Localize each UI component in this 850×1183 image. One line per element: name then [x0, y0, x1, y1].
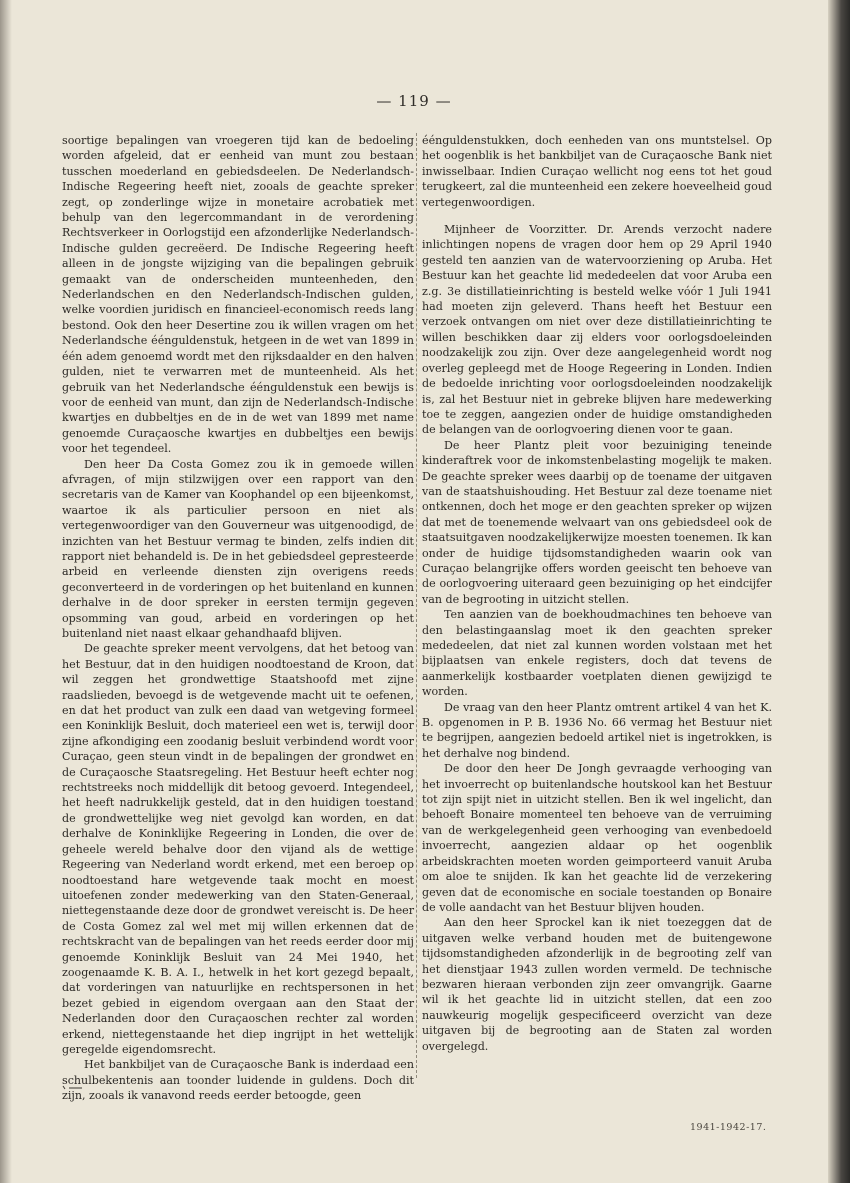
paragraph: Ten aanzien van de boekhoudmachines ten behoeve van den belastingaanslag moet ik den geachten spreker mededeelen, dat niet zal kunnen worden volstaan met het bijplaatsen van enkele registers, doch dat tevens de aanmerkelijk kostbaarder voetplaten dienen gewijzigd te worden. [422, 608, 772, 699]
scanner-edge [828, 0, 850, 1183]
paragraph: soortige bepalingen van vroegeren tijd kan de bedoeling worden afgeleid, dat er eenheid van munt zou bestaan tusschen moederland en gebiedsdeelen. De Nederlandsch-Indische Regeering heeft niet, zooals de geachte spreker zegt, op zonderlinge wijze in monetaire acrobatiek met behulp van den legercommandant in de verordening Rechtsverkeer in Oorlogstijd een afzonderlijke Nederlandsch-Indische gulden gecreëerd. De Indische Regeering heeft alleen in de jongste wijziging van die bepalingen gebruik gemaakt van de onderscheiden munteenheden, den Nederlandschen en den Nederlandsch-Indischen gulden, welke voordien juridisch en financieel-economisch reeds lang bestond. Ook den heer Desertine zou ik willen vragen om het Nederlandsche éénguldenstuk, hetgeen in de wet van 1899 in één adem genoemd wordt met den rijksdaalder en den halven gulden, niet te verwarren met de munteenheid. Als het gebruik van het Nederlandsche éénguldenstuk een bewijs is voor de eenheid van munt, dan zijn de Nederlandsch-Indische kwartjes en dubbeltjes en de in de wet van 1899 met name genoemde Curaçaosche kwartjes en dubbeltjes een bewijs voor het tegendeel. [62, 134, 414, 456]
paragraph: De geachte spreker meent vervolgens, dat het betoog van het Bestuur, dat in den huidigen noodtoestand de Kroon, dat wil zeggen het grondwettige Staatshoofd met zijne raadslieden, bevoegd is de wetgevende macht uit te oefenen, en dat het product van zulk een daad van wetgeving formeel een Koninklijk Besluit, doch materieel een wet is, terwijl door zijne afkondiging een zoodanig besluit verbindend wordt voor Curaçao, geen steun vindt in de bepalingen der grondwet en de Curaçaosche Staatsregeling. Het Bestuur heeft echter nog rechtstreeks noch middellijk dit betoog gevoerd. Integendeel, het heeft nadrukkelijk gesteld, dat in den huidigen toestand de grondwettelijke weg niet gevolgd kan worden, en dat derhalve de Koninklijke Regeering in Londen, die over de geheele wereld behalve door den vijand als de wettige Regeering van Nederland wordt erkend, met een beroep op noodtoestand hare wetgevende taak mocht en moest uitoefenen zonder medewerking van den Staten-Generaal, niettegenstaande deze door de grondwet vereischt is. De heer de Costa Gomez zal wel met mij willen erkennen dat de rechtskracht van de bepalingen van het reeds eerder door mij genoemde Koninklijk Besluit van 24 Mei 1940, het zoogenaamde K. B. A. I., hetwelk in het kort gezegd bepaalt, dat vorderingen van natuurlijke en rechtspersonen in het bezet gebied in eigendom overgaan aan den Staat der Nederlanden door den Curaçaoschen rechter zal worden erkend, niettegenstaande het diep ingrijpt in het wettelijk geregelde eigendomsrecht. [62, 642, 414, 1056]
paragraph: Aan den heer Sprockel kan ik niet toezeggen dat de uitgaven welke verband houden met de buitengewone tijdsomstandigheden afzonderlijk in de begrooting zelf van het dienstjaar 1943 zullen worden vermeld. De technische bezwaren hieraan verbonden zijn zeer omvangrijk. Gaarne wil ik het geachte lid in uitzicht stellen, dat een zoo nauwkeurig mogelijk gespecificeerd overzicht van deze uitgaven bij de begrooting aan de Staten zal worden overgelegd. [422, 916, 772, 1053]
paragraph: De vraag van den heer Plantz omtrent artikel 4 van het K. B. opgenomen in P. B. 1936 No. 66 vermag het Bestuur niet te begrijpen, aangezien bedoeld artikel niet is ingetrokken, is het derhalve nog bindend. [422, 700, 772, 760]
footer-code: 1941-1942-17. [690, 1122, 767, 1133]
page-edge-shadow [0, 0, 12, 1183]
column-divider [416, 133, 417, 1078]
paragraph: Mijnheer de Voorzitter. Dr. Arends verzocht nadere inlichtingen nopens de vragen door hem op 29 April 1940 gesteld ten aanzien van de watervoorziening op Aruba. Het Bestuur kan het geachte lid mededeelen dat voor Aruba een z.g. 3e distillatieinrichting is besteld welke vóór 1 Juli 1941 had moeten zijn geleverd. Thans heeft het Bestuur een verzoek ontvangen om niet over deze distillatieinrichting te willen beschikken daar zij elders voor oorlogsdoeleinden noodzakelijk zou zijn. Over deze aangelegenheid wordt nog overleg gepleegd met de Hooge Regeering in Londen. Indien de bedoelde inrichting voor oorlogsdoeleinden noodzakelijk is, zal het Bestuur niet in gebreke blijven hare medewerking toe te zeggen, aangezien onder de huidige omstandigheden de belangen van de oorlogvoering dienen voor te gaan. [422, 223, 772, 437]
paragraph: Het bankbiljet van de Curaçaosche Bank is inderdaad een schulbekentenis aan toonder luidende in guldens. Doch dit zijn, zooals ik vanavond reeds eerder betoogde, geen [62, 1058, 414, 1103]
page-number: — 119 — [376, 92, 452, 110]
paragraph: éénguldenstukken, doch eenheden van ons muntstelsel. Op het oogenblik is het bankbiljet van de Curaçaosche Bank niet inwisselbaar. Indien Curaçao wellicht nog eens tot het goud terugkeert, zal die munteenheid een zekere hoeveelheid goud vertegenwoordigen. [422, 134, 772, 209]
paragraph: Den heer Da Costa Gomez zou ik in gemoede willen afvragen, of mijn stilzwijgen over een rapport van den secretaris van de Kamer van Koophandel op een bijeenkomst, waartoe ik als particulier persoon en niet als vertegenwoordiger van den Gouverneur was uitgenoodigd, de inzichten van het Bestuur vermag te binden, zelfs indien dit rapport niet behandeld is. De in het gebiedsdeel gepresteerde arbeid en verleende diensten zijn overigens reeds geconverteerd in de vorderingen op het buitenland en kunnen derhalve in de door spreker in eersten termijn gegeven opsomming van goud, arbeid en vorderingen op het buitenland niet naast elkaar gehandhaafd blijven. [62, 457, 414, 640]
paragraph: De heer Plantz pleit voor bezuiniging teneinde kinderaftrek voor de inkomstenbelasting mogelijk te maken. De geachte spreker wees daarbij op de toename der uitgaven van de staatshuishouding. Het Bestuur zal deze toename niet ontkennen, doch het moge er den geachten spreker op wijzen dat met de toenemende welvaart van ons gebiedsdeel ook de staatsuitgaven noodzakelijkerwijze moesten toenemen. Ik kan onder de huidige tijdsomstandigheden waarin ook van Curaçao belangrijke offers worden geeischt ten behoeve van de oorlogvoering uiteraard geen bezuiniging op het eindcijfer van de begrooting in uitzicht stellen. [422, 438, 772, 606]
paragraph: De door den heer De Jongh gevraagde verhooging van het invoerrecht op buitenlandsche houtskool kan het Bestuur tot zijn spijt niet in uitzicht stellen. Ben ik wel ingelicht, dan behoeft Bonaire momenteel ten behoeve van de verruiming van de werkgelegenheid geen verhooging van evenbedoeld invoerrecht, aangezien aldaar op het oogenblik arbeidskrachten moeten worden geimporteerd vanuit Aruba om aloe te snijden. Ik kan het geachte lid de verzekering geven dat de economische en sociale toestanden op Bonaire de volle aandacht van het Bestuur blijven houden. [422, 762, 772, 914]
right-column [422, 133, 772, 1054]
ink-mark [62, 1084, 84, 1090]
left-column [62, 133, 414, 1104]
